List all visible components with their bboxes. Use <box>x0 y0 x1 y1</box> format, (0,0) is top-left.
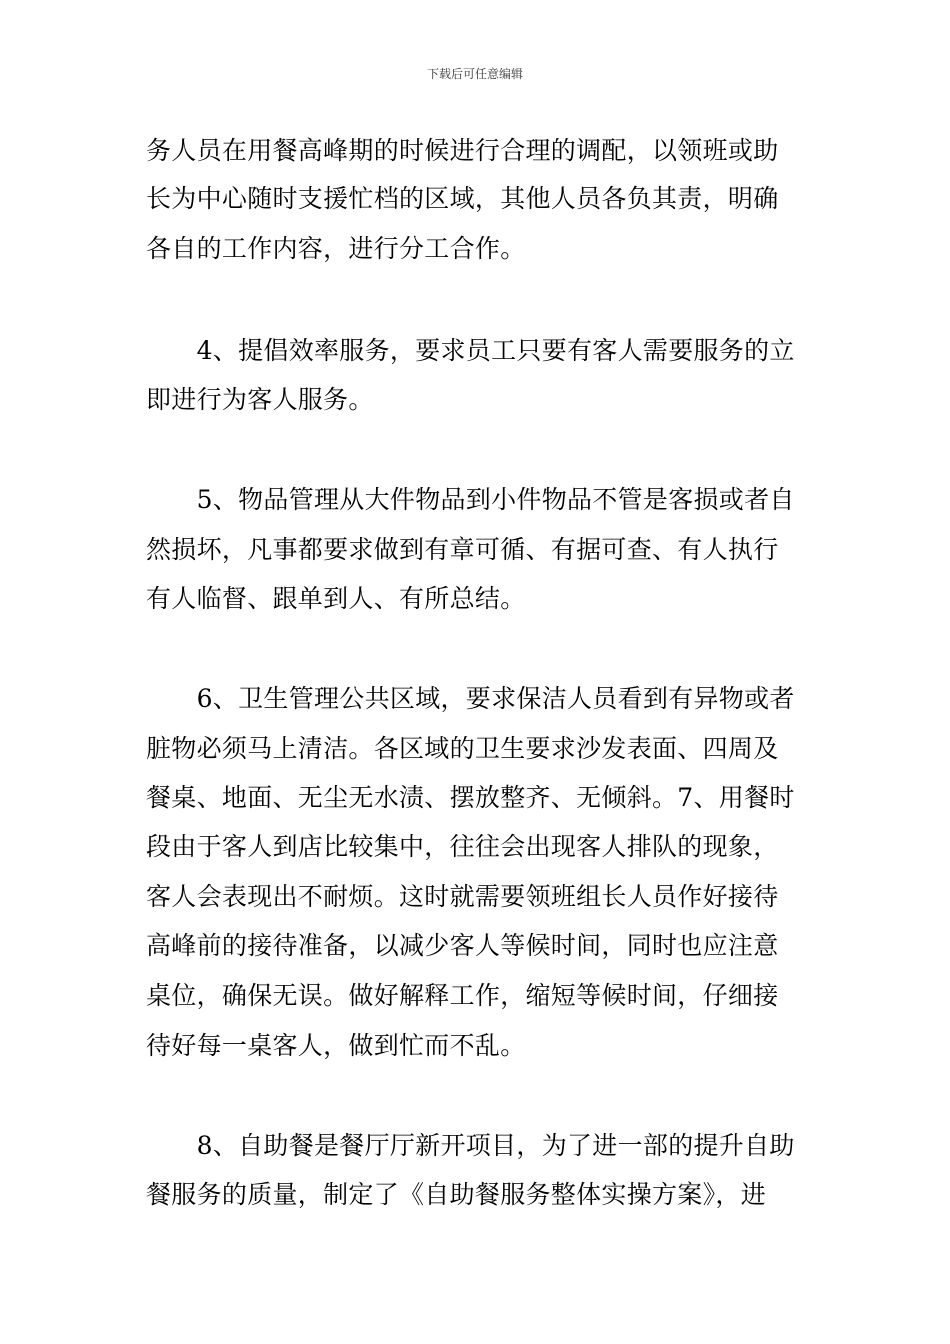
body-line: 4、提倡效率服务，要求员工只要有客人需要服务的立 <box>146 336 795 365</box>
body-line: 高峰前的接待准备，以减少客人等候时间，同时也应注意 <box>146 931 779 960</box>
body-line: 餐服务的质量，制定了《自助餐服务整体实操方案》，进 <box>146 1180 767 1209</box>
body-line: 然损坏，凡事都要求做到有章可循、有据可查、有人执行 <box>146 535 779 564</box>
body-line: 客人会表现出不耐烦。这时就需要领班组长人员作好接待 <box>146 882 779 911</box>
body-line: 8、自助餐是餐厅厅新开项目，为了进一部的提升自助 <box>146 1131 795 1160</box>
body-line: 即进行为客人服务。 <box>146 385 374 414</box>
body-line: 待好每一桌客人，做到忙而不乱。 <box>146 1031 526 1060</box>
body-line: 段由于客人到店比较集中，往往会出现客人排队的现象， <box>146 832 779 861</box>
body-line: 各自的工作内容，进行分工合作。 <box>146 234 526 263</box>
body-line: 有人临督、跟单到人、有所总结。 <box>146 584 526 613</box>
body-line: 6、卫生管理公共区域，要求保洁人员看到有异物或者 <box>146 684 795 713</box>
body-line: 脏物必须马上清洁。各区域的卫生要求沙发表面、四周及 <box>146 734 779 763</box>
page-header: 下载后可任意编辑 <box>426 67 523 81</box>
body-line: 餐桌、地面、无尘无水渍、摆放整齐、无倾斜。7、用餐时 <box>146 783 795 812</box>
body-line: 5、物品管理从大件物品到小件物品不管是客损或者自 <box>146 485 795 514</box>
body-line: 务人员在用餐高峰期的时候进行合理的调配，以领班或助 <box>146 136 779 165</box>
body-line: 长为中心随时支援忙档的区域，其他人员各负其责，明确 <box>146 184 779 213</box>
body-line: 桌位，确保无误。做好解释工作，缩短等候时间，仔细接 <box>146 981 779 1010</box>
